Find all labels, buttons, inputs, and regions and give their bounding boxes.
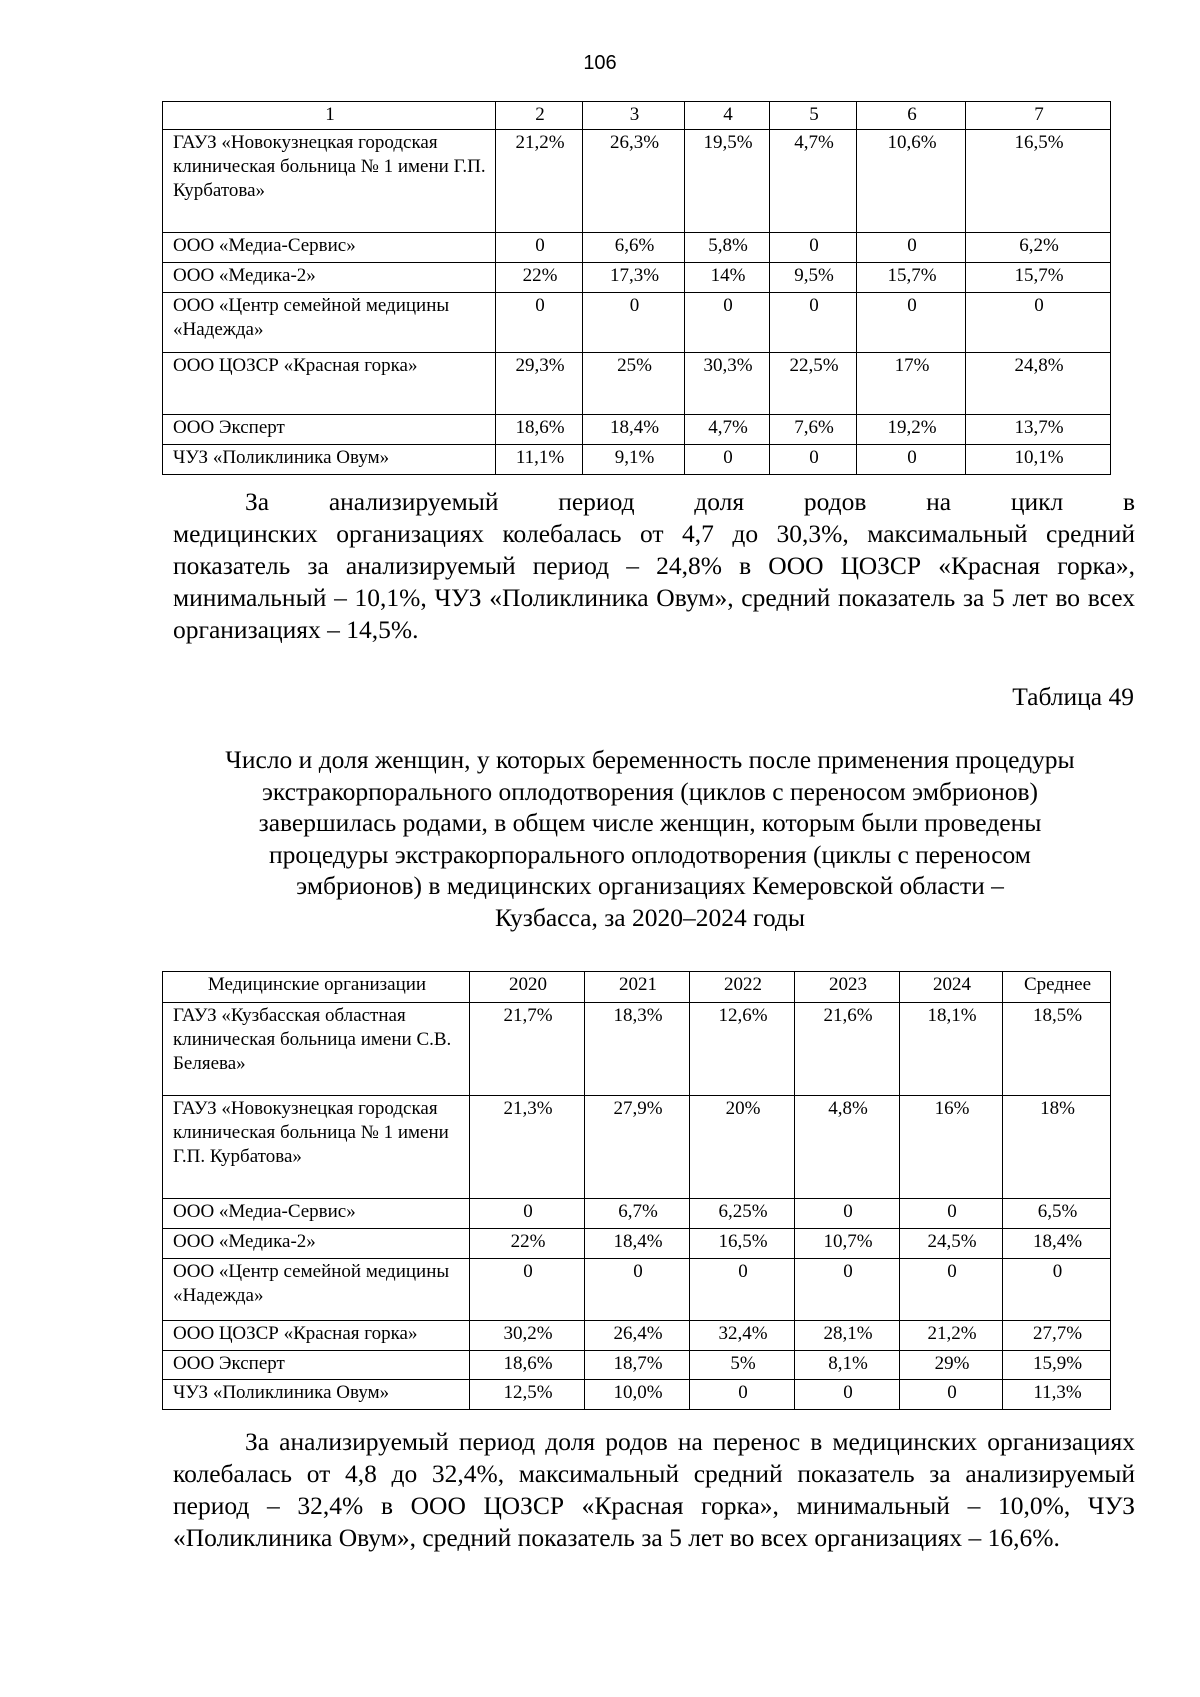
table-48 (162, 101, 1111, 475)
value-cell: 18,4% (1003, 1229, 1111, 1259)
column-header: Среднее (1003, 972, 1111, 1003)
value-cell: 0 (770, 445, 857, 475)
page-number: 106 (583, 52, 617, 74)
value-cell: 0 (1003, 1259, 1111, 1321)
org-cell: ООО «Центр семейной медицины «Надежда» (163, 1259, 470, 1321)
value-cell: 4,7% (770, 130, 857, 233)
column-header: 1 (163, 102, 496, 130)
value-cell: 0 (690, 1259, 795, 1321)
value-cell: 10,1% (966, 445, 1111, 475)
value-cell: 0 (795, 1199, 900, 1229)
value-cell: 8,1% (795, 1351, 900, 1380)
value-cell: 6,25% (690, 1199, 795, 1229)
column-header: 2021 (585, 972, 690, 1003)
value-cell: 0 (900, 1380, 1003, 1410)
value-cell: 0 (685, 445, 770, 475)
value-cell: 21,2% (900, 1321, 1003, 1351)
table-row (163, 1321, 1111, 1351)
table-row (163, 1096, 1111, 1199)
org-cell: ООО Эксперт (163, 1351, 470, 1380)
value-cell: 26,3% (583, 130, 685, 233)
paragraph-1 (173, 486, 1135, 646)
table-row (163, 445, 1111, 475)
column-header: 2022 (690, 972, 795, 1003)
value-cell: 21,3% (470, 1096, 585, 1199)
value-cell: 0 (690, 1380, 795, 1410)
value-cell: 32,4% (690, 1321, 795, 1351)
table-title-line: завершилась родами, в общем числе женщин, которым были проведены (258, 808, 1042, 837)
value-cell: 10,7% (795, 1229, 900, 1259)
value-cell: 6,5% (1003, 1199, 1111, 1229)
value-cell: 15,9% (1003, 1351, 1111, 1380)
org-cell: ООО «Медика-2» (163, 1229, 470, 1259)
table-row (163, 1351, 1111, 1380)
value-cell: 24,5% (900, 1229, 1003, 1259)
value-cell: 30,2% (470, 1321, 585, 1351)
column-header: 7 (966, 102, 1111, 130)
value-cell: 18,3% (585, 1003, 690, 1096)
value-cell: 0 (966, 293, 1111, 353)
value-cell: 0 (770, 233, 857, 263)
table-row (163, 1259, 1111, 1321)
value-cell: 18,7% (585, 1351, 690, 1380)
column-header: 6 (857, 102, 966, 130)
table-title-line: экстракорпорального оплодотворения (циклов с переносом эмбрионов) (261, 776, 1039, 806)
value-cell: 21,6% (795, 1003, 900, 1096)
value-cell: 18,6% (496, 415, 583, 445)
org-cell: ООО «Медиа-Сервис» (163, 1199, 470, 1229)
value-cell: 18,6% (470, 1351, 585, 1380)
value-cell: 17,3% (583, 263, 685, 293)
value-cell: 26,4% (585, 1321, 690, 1351)
table-row (163, 353, 1111, 415)
value-cell: 6,7% (585, 1199, 690, 1229)
org-cell: ООО «Медиа-Сервис» (163, 233, 496, 263)
value-cell: 28,1% (795, 1321, 900, 1351)
value-cell: 22% (470, 1229, 585, 1259)
value-cell: 21,7% (470, 1003, 585, 1096)
value-cell: 24,8% (966, 353, 1111, 415)
value-cell: 16% (900, 1096, 1003, 1199)
value-cell: 0 (795, 1259, 900, 1321)
column-header: Медицинские организации (163, 972, 470, 1003)
value-cell: 10,6% (857, 130, 966, 233)
value-cell: 29,3% (496, 353, 583, 415)
value-cell: 9,5% (770, 263, 857, 293)
value-cell: 0 (857, 233, 966, 263)
value-cell: 15,7% (966, 263, 1111, 293)
value-cell: 0 (795, 1380, 900, 1410)
table-row (163, 415, 1111, 445)
paragraph-2-text: За анализируемый период доля родов на перенос в медицинских организациях колебалась от 4,8 до 32,4%, максимальный средний показатель за анализируемый период – 32,4% в ООО ЦОЗСР «Красная горка», минимальный – 10,0%, ЧУЗ «Поликлиника Овум», средний показатель за 5 лет во всех организациях – 16,6%. (173, 1427, 1135, 1552)
table-row (163, 293, 1111, 353)
value-cell: 20% (690, 1096, 795, 1199)
value-cell: 0 (585, 1259, 690, 1321)
table-row (163, 1380, 1111, 1410)
value-cell: 0 (857, 445, 966, 475)
value-cell: 12,5% (470, 1380, 585, 1410)
value-cell: 18,4% (585, 1229, 690, 1259)
value-cell: 0 (685, 293, 770, 353)
org-cell: ГАУЗ «Новокузнецкая городская клиническая больница № 1 имени Г.П. Курбатова» (163, 1096, 470, 1199)
column-header: 2020 (470, 972, 585, 1003)
value-cell: 22,5% (770, 353, 857, 415)
column-header: 3 (583, 102, 685, 130)
value-cell: 9,1% (583, 445, 685, 475)
table-title-line: процедуры экстракорпорального оплодотворения (циклы с переносом (269, 839, 1031, 869)
paragraph-1-first-line: За анализируемый период доля родов на цикл в (245, 487, 1135, 516)
value-cell: 0 (583, 293, 685, 353)
table-row (163, 233, 1111, 263)
table-row (163, 1229, 1111, 1259)
org-cell: ГАУЗ «Кузбасская областная клиническая больница имени С.В. Беляева» (163, 1003, 470, 1096)
value-cell: 6,2% (966, 233, 1111, 263)
value-cell: 27,9% (585, 1096, 690, 1199)
column-header: 2023 (795, 972, 900, 1003)
value-cell: 21,2% (496, 130, 583, 233)
table-title (150, 744, 1150, 933)
table-row (163, 130, 1111, 233)
value-cell: 16,5% (966, 130, 1111, 233)
value-cell: 5% (690, 1351, 795, 1380)
value-cell: 11,3% (1003, 1380, 1111, 1410)
value-cell: 4,8% (795, 1096, 900, 1199)
value-cell: 29% (900, 1351, 1003, 1380)
table-row (163, 1003, 1111, 1096)
value-cell: 27,7% (1003, 1321, 1111, 1351)
value-cell: 19,5% (685, 130, 770, 233)
value-cell: 5,8% (685, 233, 770, 263)
table-title-line: Кузбасса, за 2020–2024 годы (494, 902, 806, 932)
table-49 (162, 971, 1111, 1410)
column-header: 4 (685, 102, 770, 130)
value-cell: 18% (1003, 1096, 1111, 1199)
value-cell: 10,0% (585, 1380, 690, 1410)
value-cell: 17% (857, 353, 966, 415)
value-cell: 18,5% (1003, 1003, 1111, 1096)
value-cell: 0 (857, 293, 966, 353)
value-cell: 0 (470, 1199, 585, 1229)
value-cell: 14% (685, 263, 770, 293)
column-header: 2 (496, 102, 583, 130)
table-row (163, 1199, 1111, 1229)
value-cell: 0 (470, 1259, 585, 1321)
value-cell: 18,4% (583, 415, 685, 445)
value-cell: 18,1% (900, 1003, 1003, 1096)
table-label: Таблица 49 (1012, 682, 1134, 711)
column-header: 5 (770, 102, 857, 130)
value-cell: 22% (496, 263, 583, 293)
value-cell: 13,7% (966, 415, 1111, 445)
value-cell: 0 (770, 293, 857, 353)
value-cell: 11,1% (496, 445, 583, 475)
org-cell: ООО Эксперт (163, 415, 496, 445)
value-cell: 16,5% (690, 1229, 795, 1259)
table-row (163, 263, 1111, 293)
value-cell: 4,7% (685, 415, 770, 445)
org-cell: ГАУЗ «Новокузнецкая городская клиническая больница № 1 имени Г.П. Курбатова» (163, 130, 496, 233)
value-cell: 7,6% (770, 415, 857, 445)
value-cell: 0 (496, 293, 583, 353)
org-cell: ООО ЦОЗСР «Красная горка» (163, 353, 496, 415)
org-cell: ООО «Медика-2» (163, 263, 496, 293)
value-cell: 30,3% (685, 353, 770, 415)
table-header-row (163, 102, 1111, 130)
column-header: 2024 (900, 972, 1003, 1003)
value-cell: 19,2% (857, 415, 966, 445)
paragraph-2 (173, 1426, 1135, 1554)
table-title-line: эмбрионов) в медицинских организациях Кемеровской области – (296, 871, 1004, 900)
value-cell: 6,6% (583, 233, 685, 263)
value-cell: 25% (583, 353, 685, 415)
value-cell: 0 (496, 233, 583, 263)
value-cell: 15,7% (857, 263, 966, 293)
org-cell: ЧУЗ «Поликлиника Овум» (163, 445, 496, 475)
value-cell: 0 (900, 1199, 1003, 1229)
table-header-row (163, 972, 1111, 1003)
value-cell: 0 (900, 1259, 1003, 1321)
org-cell: ООО ЦОЗСР «Красная горка» (163, 1321, 470, 1351)
org-cell: ООО «Центр семейной медицины «Надежда» (163, 293, 496, 353)
value-cell: 12,6% (690, 1003, 795, 1096)
paragraph-1-rest: медицинских организациях колебалась от 4,7 до 30,3%, максимальный средний показатель за анализируемый период – 24,8% в ООО ЦОЗСР «Красная горка», минимальный – 10,1%, ЧУЗ «Поликлиника Овум», средний показатель за 5 лет во всех организациях – 14,5%. (173, 519, 1135, 644)
table-title-line: Число и доля женщин, у которых беременность после применения процедуры (225, 745, 1075, 774)
org-cell: ЧУЗ «Поликлиника Овум» (163, 1380, 470, 1410)
